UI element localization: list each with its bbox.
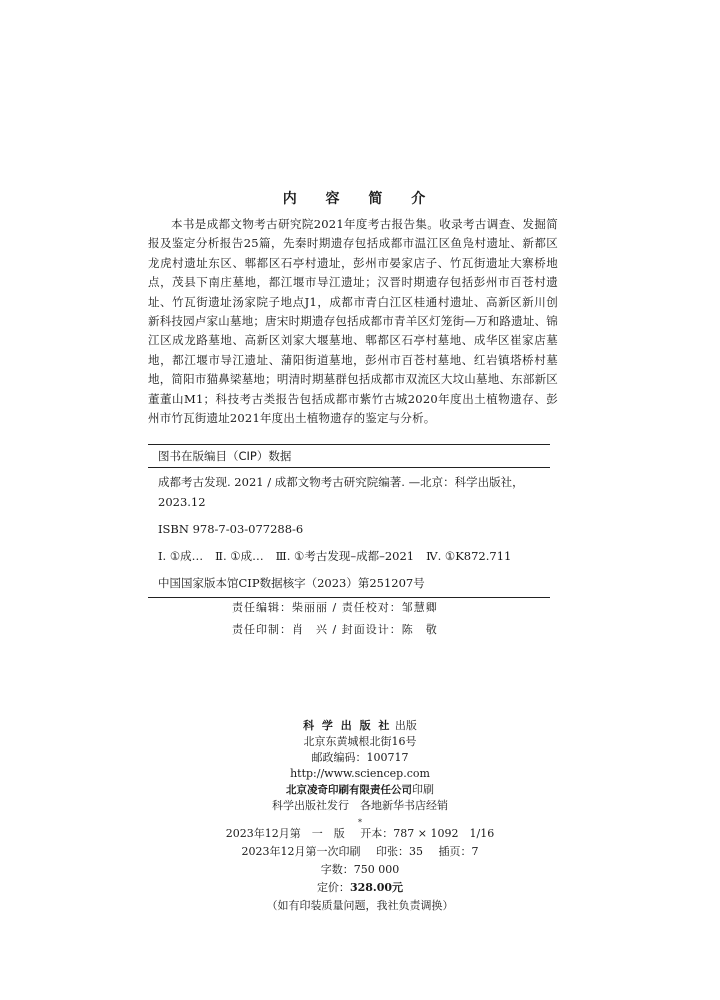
credits-line: 责任编辑：柴丽丽 / 责任校对：邹慧卿 [232,601,438,614]
cip-class-item: Ⅱ. ①成… [215,549,264,563]
cip-classification [158,546,550,566]
printer-suffix: 印刷 [412,783,434,796]
specs-row [0,825,720,843]
cip-class-item: Ⅰ. ①成… [158,549,204,563]
specs-row [0,843,720,861]
printing: 2023年12月第一次印刷 [241,845,361,858]
edition: 2023年12月第 一 版 [225,827,345,840]
publisher-name-line [0,718,720,734]
separator-star: * [358,818,362,827]
summary-title: 内 容 简 介 [282,191,438,207]
cip-class-item: Ⅳ. ①K872.711 [426,549,512,563]
price-label: 定价： [316,881,350,894]
cip-approval: 中国国家版本馆CIP数据核字（2023）第251207号 [158,576,425,590]
price-value: 328.00元 [349,881,404,894]
printer-name: 北京凌奇印刷有限责任公司 [286,784,412,796]
publisher-website: http://www.sciencep.com [290,767,430,780]
plates: 插页：7 [438,845,479,858]
distribution: 科学出版社发行 各地新华书店经销 [272,799,448,812]
cip-record-line: 成都考古发现. 2021 / 成都文物考古研究院编著. —北京：科学出版社， [158,475,524,489]
format: 开本：787 × 1092 1/16 [360,827,495,840]
sheets: 印张：35 [376,845,423,858]
publisher-postcode: 邮政编码：100717 [311,751,409,764]
publisher-address: 北京东黄城根北街16号 [303,735,417,748]
summary-text: 本书是成都文物考古研究院2021年度考古报告集。收录考古调查、发掘简报及鉴定分析报告25篇，先秦时期遗存包括成都市温江区鱼凫村遗址、新都区龙虎村遗址东区、郫都区石亭村遗址，彭州市晏家店子、竹瓦街遗址大寨桥地点，茂县下南庄墓地，都江堰市导江遗址；汉晋时期遗存包括彭州市百苍村遗址、竹瓦街遗址汤家院子地点J1，成都市青白江区桂通村遗址、高新区新川创新科技园卢家山墓地；唐宋时期遗存包括成都市青羊区灯笼街—万和路遗址、锦江区成龙路墓地、高新区刘家大堰墓地、郫都区石亭村墓地、成华区崔家店墓地，都江堰市导江遗址、蒲阳街道墓地，彭州市百苍村墓地、红岩镇塔桥村墓地，简阳市猫鼻梁墓地；明清时期墓群包括成都市双流区大坟山墓地、东部新区董董山M1；科技考古类报告包括成都市紫竹古城2020年度出土植物遗存、彭州市竹瓦街遗址2021年度出土植物遗存的鉴定与分析。 [148,217,558,426]
publisher-name-suffix: 出版 [391,719,417,732]
cip-heading: 图书在版编目（CIP）数据 [158,449,292,463]
cip-block [148,444,550,598]
printer-line [0,782,720,798]
credits-line: 责任印制：肖 兴 / 封面设计：陈 敬 [232,623,438,636]
print-specs [0,825,720,915]
publisher-block [0,718,720,829]
cip-class-item: Ⅲ. ①考古发现–成都–2021 [275,549,415,563]
cip-isbn: ISBN 978-7-03-077288-6 [158,522,304,536]
cip-record-line: 2023.12 [158,495,206,509]
price-line [0,879,720,897]
credits [232,597,572,641]
wordcount: 字数：750 000 [320,863,400,876]
publisher-name: 科 学 出 版 社 [303,719,392,732]
quality-notice: （如有印装质量问题，我社负责调换） [266,899,454,912]
cip-body [148,468,550,597]
